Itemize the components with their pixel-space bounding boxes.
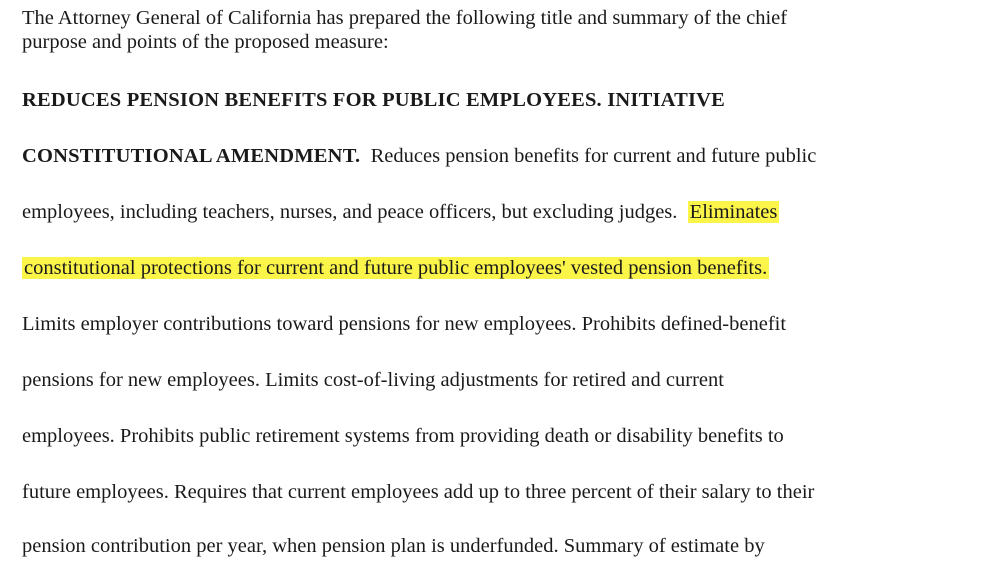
measure-title-line-1: REDUCES PENSION BENEFITS FOR PUBLIC EMPLOYEES. INITIATIVE	[22, 89, 726, 111]
measure-title-line-2: CONSTITUTIONAL AMENDMENT.	[22, 145, 361, 167]
summary-line-7: pensions for new employees. Limits cost-of-living adjustments for retired and current	[22, 369, 724, 391]
intro-line-2: purpose and points of the proposed measure:	[22, 31, 389, 53]
summary-line-3	[22, 142, 816, 170]
summary-line-10: pension contribution per year, when pension plan is underfunded. Summary of estimate by	[22, 535, 765, 557]
intro-line-1: The Attorney General of California has prepared the following title and summary of the chief	[22, 7, 788, 29]
summary-line-5	[22, 254, 769, 282]
intro-paragraph	[22, 6, 982, 54]
highlighted-text-end: constitutional protections for current and future public employees' vested pension benefits.	[24, 257, 768, 279]
summary-text-4: employees, including teachers, nurses, and peace officers, but excluding judges.	[22, 201, 678, 223]
summary-line-6: Limits employer contributions toward pensions for new employees. Prohibits defined-benefit	[22, 313, 787, 335]
summary-text-3: Reduces pension benefits for current and future public	[370, 145, 817, 167]
summary-line-4	[22, 198, 779, 226]
summary-line-9: future employees. Requires that current employees add up to three percent of their salary to their	[22, 481, 815, 503]
document-page	[22, 6, 982, 54]
highlighted-text-start: Eliminates	[689, 201, 778, 223]
summary-line-8: employees. Prohibits public retirement systems from providing death or disability benefits to	[22, 425, 784, 447]
